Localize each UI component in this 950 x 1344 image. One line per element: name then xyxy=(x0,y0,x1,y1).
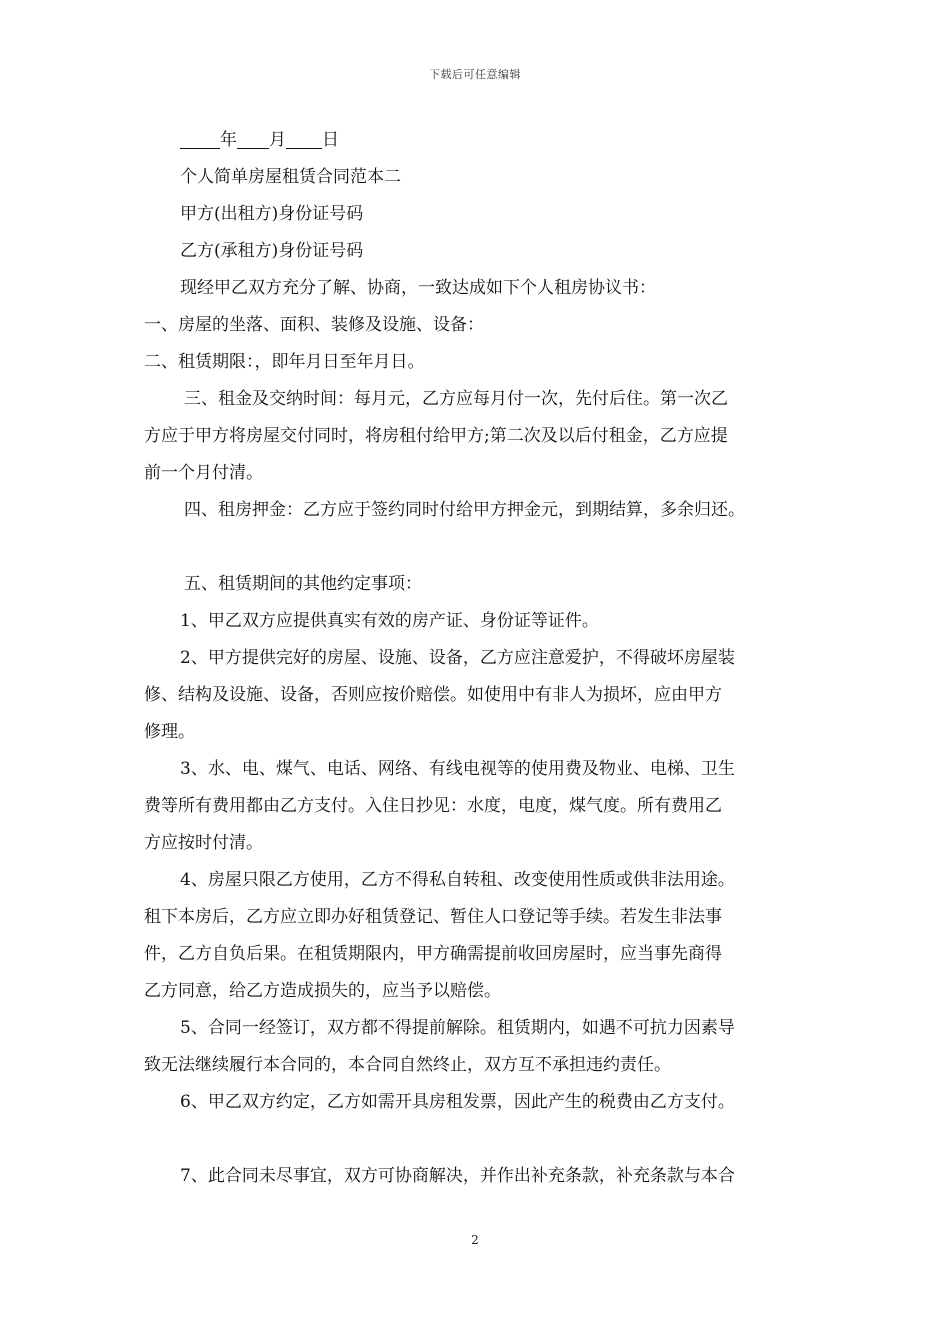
subclause-4-line-1: 4、房屋只限乙方使用，乙方不得私自转租、改变使用性质或供非法用途。 xyxy=(180,870,735,890)
clause-3-line-1: 三、租金及交纳时间：每月元，乙方应每月付一次，先付后住。第一次乙 xyxy=(184,389,728,409)
subclause-3-line-2: 费等所有费用都由乙方支付。入住日抄见：水度，电度，煤气度。所有费用乙 xyxy=(144,796,722,816)
clause-3-line-3: 前一个月付清。 xyxy=(144,463,263,483)
subclause-2-line-1: 2、甲方提供完好的房屋、设施、设备，乙方应注意爱护，不得破坏房屋装 xyxy=(180,648,735,668)
year-label: 年 xyxy=(220,130,237,150)
date-line xyxy=(144,122,808,159)
page-number: 2 xyxy=(471,1233,479,1247)
paragraph-gap xyxy=(144,529,808,566)
party-b-line: 乙方(承租方)身份证号码 xyxy=(180,241,364,261)
clause-2: 二、租赁期限：，即年月日至年月日。 xyxy=(144,352,425,372)
subclause-7-line-1: 7、此合同未尽事宜，双方可协商解决，并作出补充条款，补充条款与本合 xyxy=(180,1166,735,1186)
subclause-2-line-2: 修、结构及设施、设备，否则应按价赔偿。如使用中有非人为损坏，应由甲方 xyxy=(144,685,722,705)
month-label: 月 xyxy=(269,130,286,150)
subclause-3-line-3: 方应按时付清。 xyxy=(144,833,263,853)
document-title: 个人简单房屋租赁合同范本二 xyxy=(180,167,401,187)
clause-5-heading: 五、租赁期间的其他约定事项： xyxy=(184,574,422,594)
subclause-4-line-3: 件，乙方自负后果。在租赁期限内，甲方确需提前收回房屋时，应当事先商得 xyxy=(144,944,722,964)
subclause-4-line-2: 租下本房后，乙方应立即办好租赁登记、暂住人口登记等手续。若发生非法事 xyxy=(144,907,722,927)
page-header-note: 下载后可任意编辑 xyxy=(429,68,521,81)
subclause-6: 6、甲乙双方约定，乙方如需开具房租发票，因此产生的税费由乙方支付。 xyxy=(180,1092,735,1112)
subclause-5-line-2: 致无法继续履行本合同的，本合同自然终止，双方互不承担违约责任。 xyxy=(144,1055,671,1075)
party-a-line: 甲方(出租方)身份证号码 xyxy=(180,204,364,224)
subclause-2-line-3: 修理。 xyxy=(144,722,195,742)
day-label: 日 xyxy=(322,130,339,150)
subclause-3-line-1: 3、水、电、煤气、电话、网络、有线电视等的使用费及物业、电梯、卫生 xyxy=(180,759,735,779)
clause-4: 四、租房押金：乙方应于签约同时付给甲方押金元，到期结算，多余归还。 xyxy=(184,500,745,520)
document-body xyxy=(144,122,808,1195)
subclause-1: 1、甲乙双方应提供真实有效的房产证、身份证等证件。 xyxy=(180,611,599,631)
clause-3-line-2: 方应于甲方将房屋交付同时，将房租付给甲方;第二次及以后付租金，乙方应提 xyxy=(144,426,728,446)
day-blank xyxy=(286,128,322,149)
year-blank xyxy=(180,128,220,149)
intro-paragraph: 现经甲乙双方充分了解、协商，一致达成如下个人租房协议书： xyxy=(180,278,656,298)
subclause-4-line-4: 乙方同意，给乙方造成损失的，应当予以赔偿。 xyxy=(144,981,501,1001)
clause-1: 一、房屋的坐落、面积、装修及设施、设备： xyxy=(144,315,484,335)
month-blank xyxy=(237,128,269,149)
paragraph-gap xyxy=(144,1121,808,1158)
subclause-5-line-1: 5、合同一经签订，双方都不得提前解除。租赁期内，如遇不可抗力因素导 xyxy=(180,1018,735,1038)
